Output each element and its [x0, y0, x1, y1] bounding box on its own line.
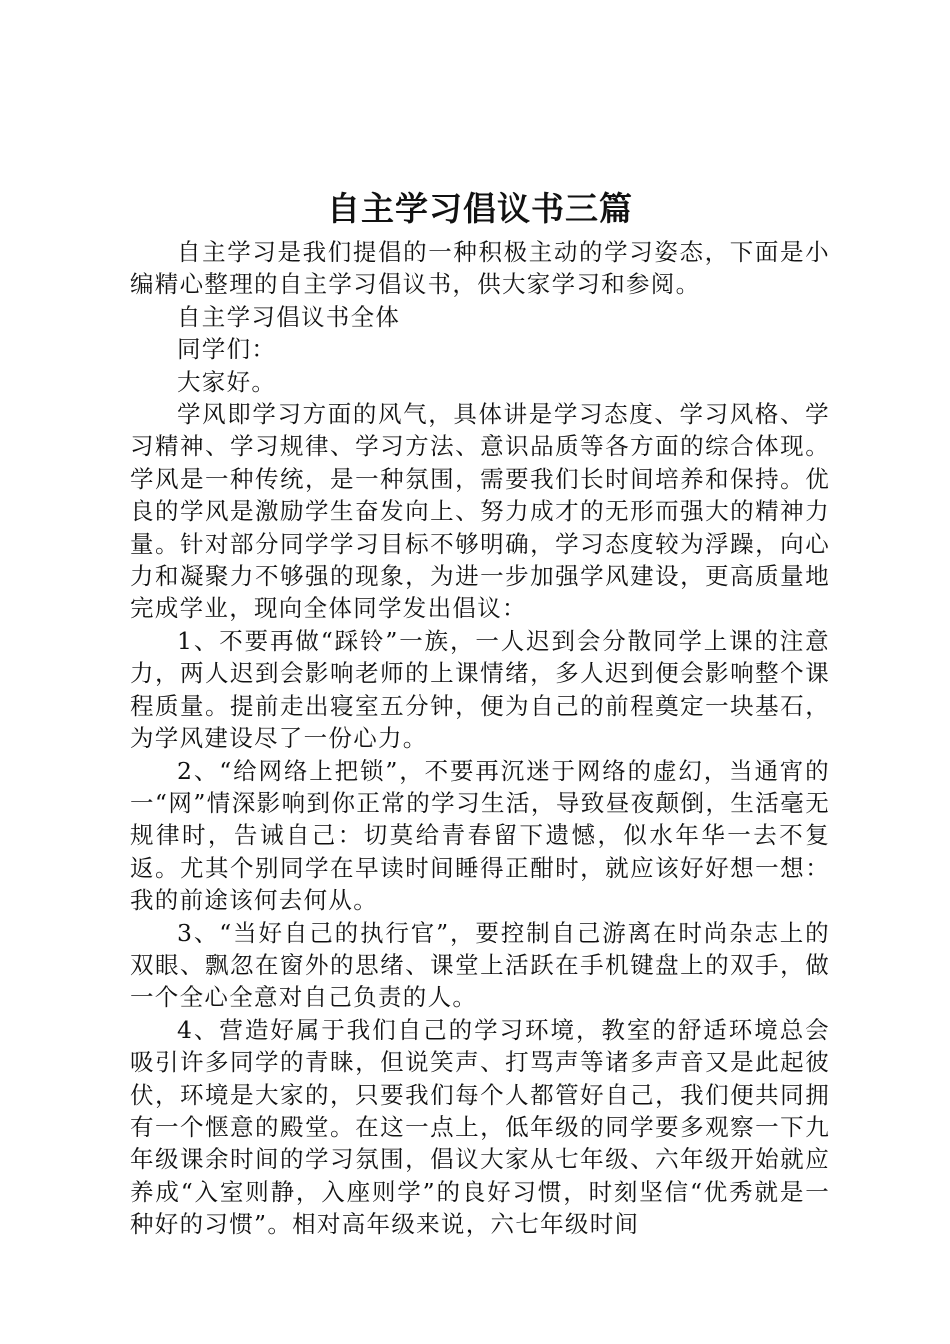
document-page	[130, 182, 830, 1241]
body-paragraph: 学风即学习方面的风气，具体讲是学习态度、学习风格、学习精神、学习规律、学习方法、意识品质等各方面的综合体现。学风是一种传统，是一种氛围，需要我们长时间培养和保持。优良的学风是激励学生奋发向上、努力成才的无形而强大的精神力量。针对部分同学学习目标不够明确，学习态度较为浮躁，向心力和凝聚力不够强的现象，为进一步加强学风建设，更高质量地完成学业，现向全体同学发出倡议：	[130, 400, 830, 623]
document-title: 自主学习倡议书三篇	[327, 189, 633, 228]
salutation: 同学们：	[177, 335, 277, 364]
letter-heading: 自主学习倡议书全体	[177, 302, 401, 331]
greeting: 大家好。	[177, 367, 277, 396]
intro-paragraph: 自主学习是我们提倡的一种积极主动的学习姿态，下面是小编精心整理的自主学习倡议书，供大家学习和参阅。	[130, 238, 830, 299]
proposal-item-3: 3、“当好自己的执行官”，要控制自己游离在时尚杂志上的双眼、飘忽在窗外的思绪、课堂上活跃在手机键盘上的双手，做一个全心全意对自己负责的人。	[130, 918, 830, 1012]
proposal-item-1: 1、不要再做“踩铃”一族，一人迟到会分散同学上课的注意力，两人迟到会影响老师的上课情绪，多人迟到便会影响整个课程质量。提前走出寝室五分钟，便为自己的前程奠定一块基石，为学风建设尽了一份心力。	[130, 626, 830, 753]
proposal-item-2: 2、“给网络上把锁”，不要再沉迷于网络的虚幻，当通宵的一“网”情深影响到你正常的学习生活，导致昼夜颠倒，生活毫无规律时，告诫自己：切莫给青春留下遗憾，似水年华一去不复返。尤其个别同学在早读时间睡得正酣时，就应该好好想一想：我的前途该何去何从。	[130, 756, 830, 915]
proposal-item-4: 4、营造好属于我们自己的学习环境，教室的舒适环境总会吸引许多同学的青睐，但说笑声、打骂声等诸多声音又是此起彼伏，环境是大家的，只要我们每个人都管好自己，我们便共同拥有一个惬意的殿堂。在这一点上，低年级的同学要多观察一下九年级课余时间的学习氛围，倡议大家从七年级、六年级开始就应养成“入室则静，入座则学”的良好习惯，时刻坚信“优秀就是一种好的习惯”。相对高年级来说，六七年级时间	[130, 1015, 830, 1239]
